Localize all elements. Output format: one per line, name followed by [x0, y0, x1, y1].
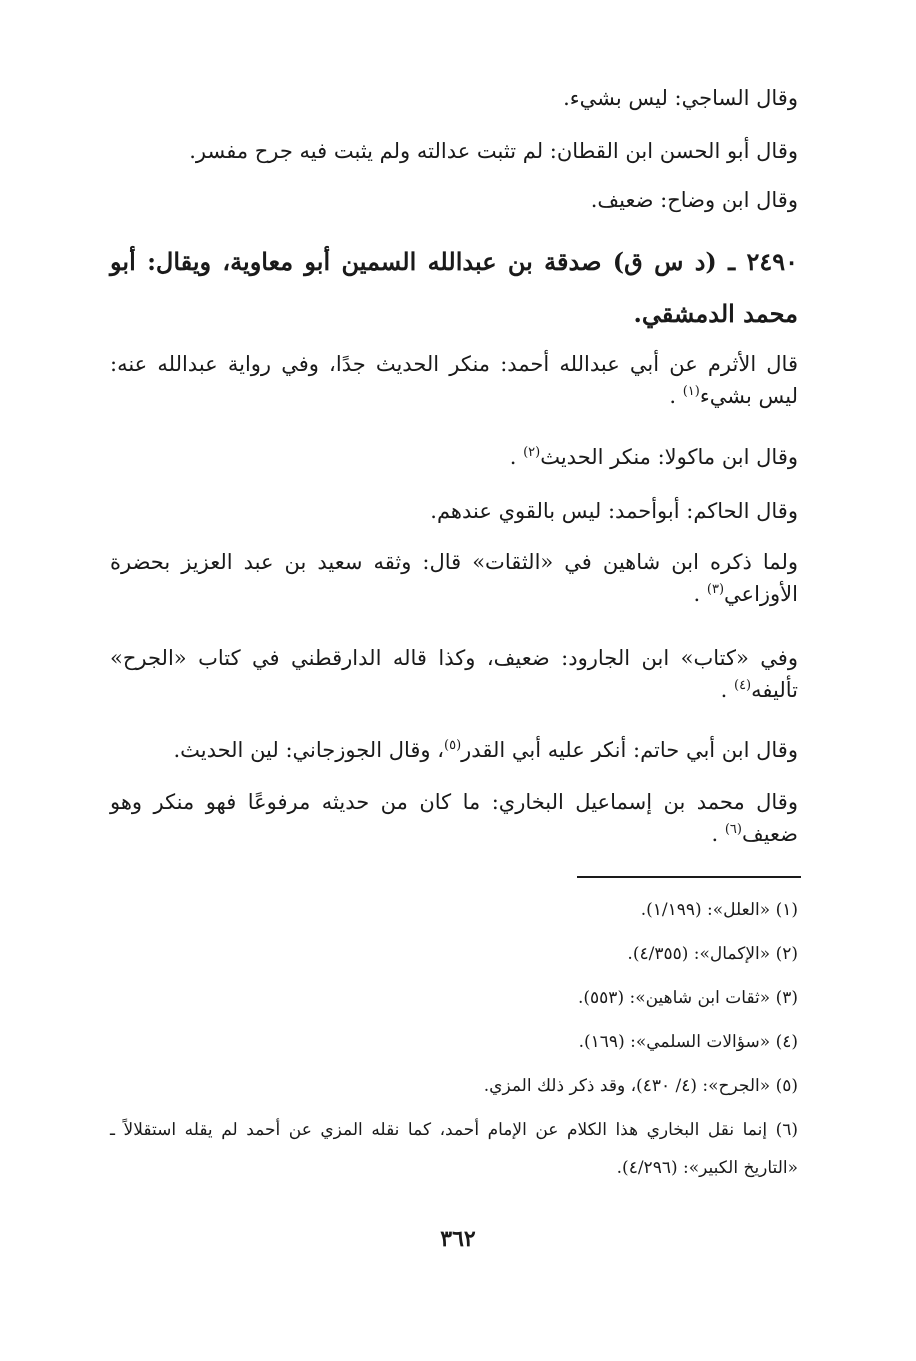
paragraph-makula	[110, 441, 798, 473]
footnote-ref-1[interactable]: (١)	[682, 384, 700, 399]
footnote-ref-4[interactable]: (٤)	[733, 678, 752, 693]
paragraph-bukhari-text: وقال محمد بن إسماعيل البخاري: ما كان من حديثه مرفوعًا فهو منكر وهو ضعيف	[110, 790, 798, 846]
paragraph-ibn-shahin-end: .	[693, 582, 707, 606]
paragraph-ibn-jarud-end: .	[720, 678, 734, 702]
paragraph-hakim: وقال الحاكم: أبوأحمد: ليس بالقوي عندهم.	[430, 499, 798, 523]
footnote-3: (٣) «ثقات ابن شاهين»: (٥٥٣).	[577, 988, 798, 1008]
paragraph-ibn-abi-hatim-text: وقال ابن أبي حاتم: أنكر عليه أبي القدر	[461, 738, 798, 762]
entry-title: ٢٤٩٠ ـ (د س ق) صدقة بن عبدالله السمين أبو معاوية، ويقال: أبو محمد الدمشقي.	[110, 247, 798, 328]
line-ibn-waddah: وقال ابن وضاح: ضعيف.	[590, 188, 798, 212]
footnote-4: (٤) «سؤالات السلمي»: (١٦٩).	[578, 1032, 798, 1052]
footnote-1: (١) «العلل»: (١/١٩٩).	[640, 900, 798, 920]
paragraph-bukhari-end: .	[711, 822, 725, 846]
paragraph-bukhari	[110, 786, 798, 850]
footnote-ref-2[interactable]: (٢)	[523, 445, 541, 460]
paragraph-ibn-abi-hatim	[110, 734, 798, 766]
footnote-5: (٥) «الجرح»: (٤/ ٤٣٠)، وقد ذكر ذلك المزي.	[483, 1076, 798, 1096]
page-number: ٣٦٢	[440, 1226, 476, 1252]
paragraph-athram-text: قال الأثرم عن أبي عبدالله أحمد: منكر الحديث جدًا، وفي رواية عبدالله عنه: ليس بشيء	[110, 352, 798, 408]
footnote-6: (٦) إنما نقل البخاري هذا الكلام عن الإمام أحمد، كما نقله المزي عن أحمد لم يقله استقلالاً ـ «التاريخ الكبير»: (٤/٢٩٦).	[110, 1120, 798, 1178]
paragraph-ibn-shahin	[110, 546, 798, 610]
paragraph-ibn-jarud	[110, 642, 798, 706]
paragraph-athram-end: .	[669, 384, 683, 408]
footnote-separator	[577, 876, 801, 878]
paragraph-makula-end: .	[509, 445, 524, 469]
paragraph-ibn-abi-hatim-end: ، وقال الجوزجاني: لين الحديث.	[173, 738, 445, 762]
paragraph-ibn-shahin-text: ولما ذكره ابن شاهين في «الثقات» قال: وثقه سعيد بن عبد العزيز بحضرة الأوزاعي	[110, 550, 798, 606]
paragraph-athram	[110, 348, 798, 412]
paragraph-makula-text: وقال ابن ماكولا: منكر الحديث	[540, 445, 798, 469]
line-ibn-alqattan: وقال أبو الحسن ابن القطان: لم تثبت عدالته ولم يثبت فيه جرح مفسر.	[189, 139, 798, 163]
paragraph-ibn-jarud-text: وفي «كتاب» ابن الجارود: ضعيف، وكذا قاله الدارقطني في كتاب «الجرح» تأليفه	[110, 646, 798, 702]
line-saji: وقال الساجي: ليس بشيء.	[563, 86, 798, 110]
footnote-ref-3[interactable]: (٣)	[706, 582, 725, 597]
footnote-ref-6[interactable]: (٦)	[724, 822, 742, 837]
footnote-2: (٢) «الإكمال»: (٤/٣٥٥).	[627, 944, 798, 964]
footnote-ref-5[interactable]: (٥)	[444, 738, 462, 753]
